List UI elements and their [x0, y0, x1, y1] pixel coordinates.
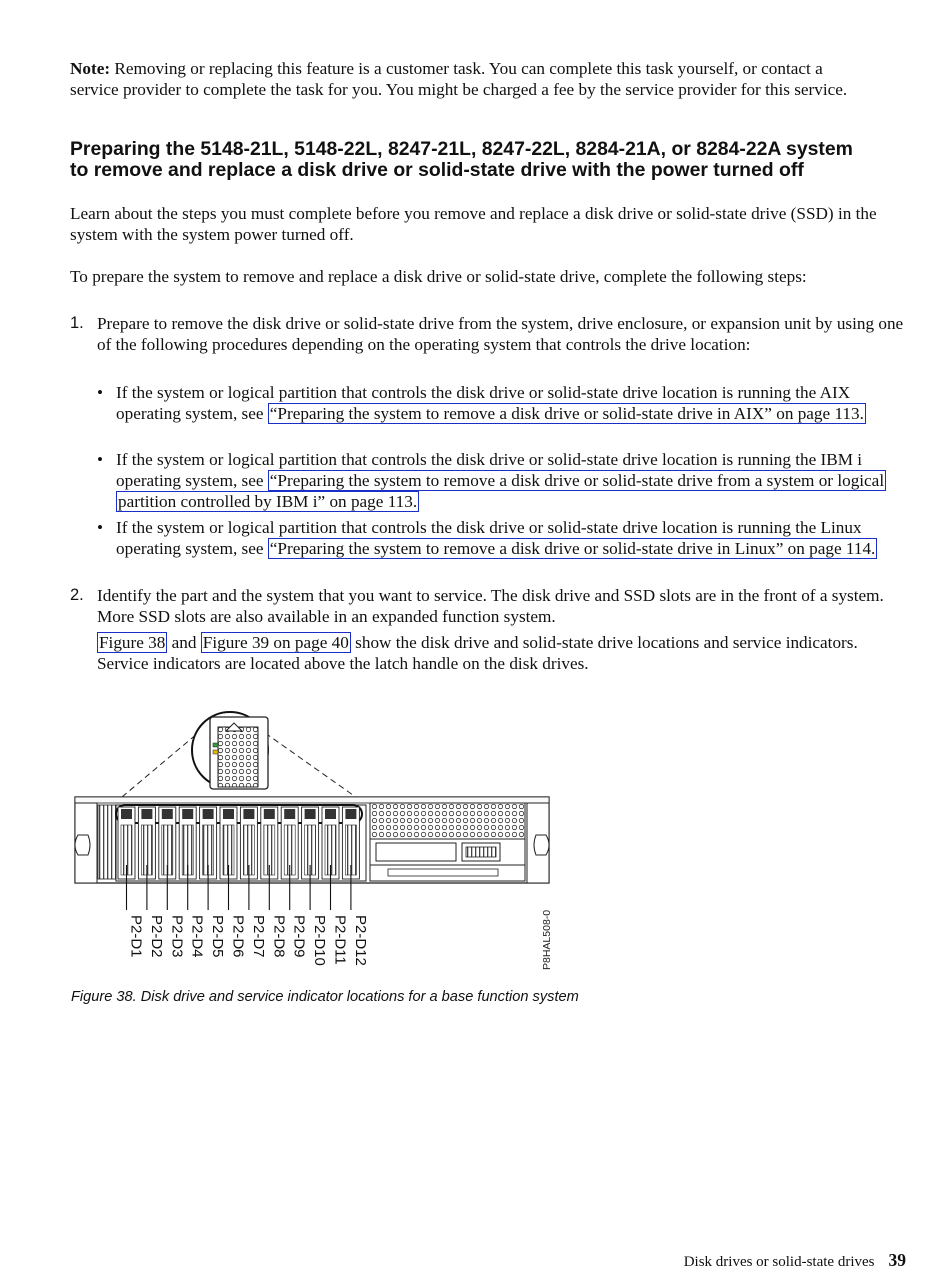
slot-label: P2-D2 — [147, 915, 165, 958]
bullet-marker: • — [97, 518, 104, 537]
link-prepare-aix[interactable]: “Preparing the system to remove a disk drive or solid-state drive in AIX” on page 113. — [269, 404, 864, 423]
slot-label: P2-D5 — [209, 915, 227, 958]
note-paragraph — [70, 58, 870, 100]
slot-label-group — [128, 915, 369, 966]
server-front-illustration — [70, 705, 560, 980]
callout-line-left — [122, 733, 198, 797]
slot-label: P2-D4 — [188, 915, 206, 958]
slot-label: P2-D8 — [270, 915, 288, 958]
page-footer — [684, 1250, 906, 1271]
prepare-paragraph: To prepare the system to remove and replace a disk drive or solid-state drive, complete the following steps: — [70, 267, 807, 286]
bullet-marker: • — [97, 383, 104, 402]
slot-label: P2-D6 — [229, 915, 247, 958]
callout-line-right — [268, 735, 360, 800]
slot-label: P2-D7 — [249, 915, 267, 958]
slot-label: P2-D3 — [168, 915, 186, 958]
note-label: Note: — [70, 59, 111, 78]
magnified-drive-callout — [192, 712, 268, 789]
slot-label: P2-D11 — [331, 915, 349, 965]
figure-caption: Figure 38. Disk drive and service indicator locations for a base function system — [71, 989, 579, 1005]
slot-label: P2-D10 — [311, 915, 329, 966]
bullet-text: If the system or logical partition that controls the disk drive or solid-state drive location is running the AIX operating system, see — [116, 383, 851, 423]
footer-section-title: Disk drives or solid-state drives — [683, 1254, 875, 1270]
section-heading: Preparing the 5148-21L, 5148-22L, 8247-21L, 8247-22L, 8284-21A, or 8284-22A system to remove and replace a disk drive or solid-state drive with the power turned off — [70, 138, 853, 181]
link-prepare-linux[interactable]: “Preparing the system to remove a disk drive or solid-state drive in Linux” on page 114. — [269, 539, 876, 558]
figure-reference-text: show the disk drive and solid-state drive locations and service indicators. Service indicators are located above the latch handle on the disk drives. — [97, 633, 858, 673]
link-figure-39[interactable]: Figure 39 on page 40 — [202, 633, 349, 652]
link-prepare-ibmi[interactable]: “Preparing the system to remove a disk drive or solid-state drive from a system or logical partition controlled by IBM i” on page 113. — [118, 471, 885, 511]
step-number: 1. — [70, 314, 84, 332]
intro-paragraph: Learn about the steps you must complete before you remove and replace a disk drive or solid-state drive (SSD) in the system with the system power turned off. — [70, 204, 877, 244]
slot-label: P2-D9 — [290, 915, 308, 958]
conjunction-text: and — [167, 633, 201, 652]
figure-reference-paragraph — [97, 632, 907, 674]
bullet-text: If the system or logical partition that controls the disk drive or solid-state drive location is running the Linux operating system, see — [116, 518, 862, 558]
step-text: Identify the part and the system that you want to service. The disk drive and SSD slots are in the front of a system. More SSD slots are also available in an expanded function system. — [97, 586, 884, 626]
step-text: Prepare to remove the disk drive or solid-state drive from the system, drive enclosure, or expansion unit by using one of the following procedures depending on the operating system that controls the drive location: — [97, 314, 904, 354]
slot-label: P2-D1 — [127, 915, 145, 958]
server-front-figure — [70, 705, 560, 980]
note-text: Removing or replacing this feature is a customer task. You can complete this task yourself, or contact a service provider to complete the task for you. You might be charged a fee by the service provider for this service. — [70, 59, 848, 99]
figure-id: P8HAL508-0 — [541, 909, 553, 970]
link-figure-38[interactable]: Figure 38 — [99, 633, 166, 652]
page-number: 39 — [888, 1250, 906, 1270]
step-number: 2. — [70, 586, 84, 604]
slot-label: P2-D12 — [351, 915, 369, 966]
bullet-text: If the system or logical partition that controls the disk drive or solid-state drive location is running the IBM i operating system, see — [116, 450, 863, 490]
bullet-marker: • — [97, 450, 104, 469]
